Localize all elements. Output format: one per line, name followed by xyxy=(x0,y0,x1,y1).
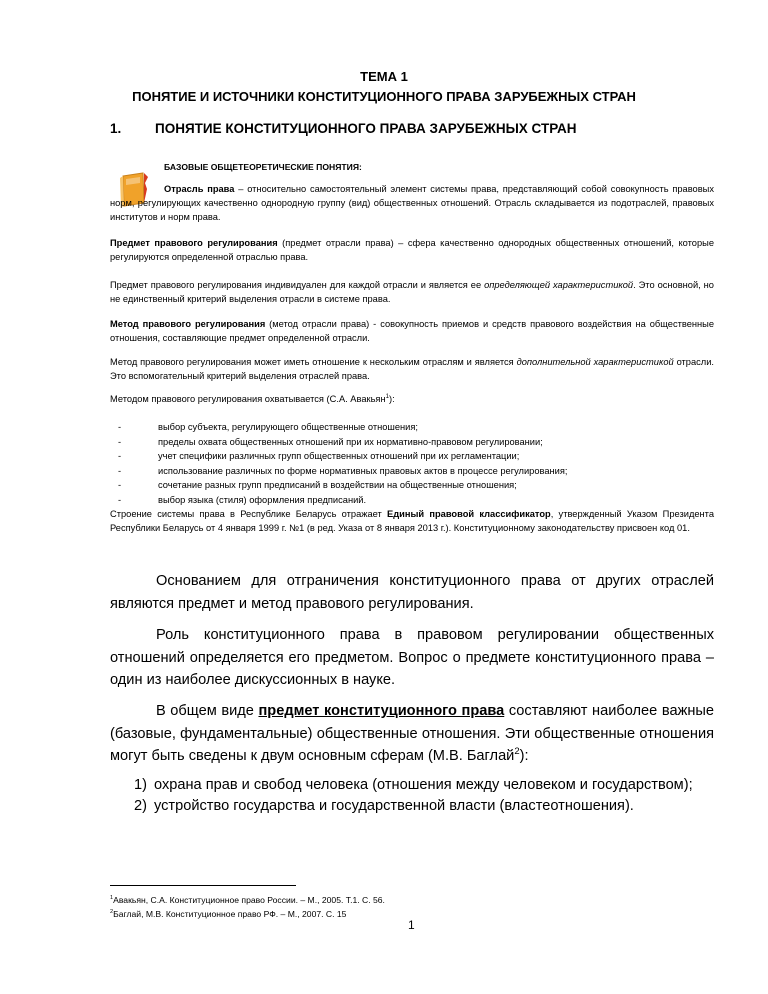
dash-bullet: - xyxy=(118,422,122,432)
method-note xyxy=(110,355,714,383)
list-item-text: выбор языка (стиля) оформления предписаний. xyxy=(158,494,367,505)
footnote-mark: 2 xyxy=(110,909,114,916)
branch-definition xyxy=(110,182,714,224)
method-definition xyxy=(110,317,714,345)
method-list xyxy=(118,420,708,508)
body-paragraph-2: Роль конституционного права в правовом регулировании общественных отношений определяется его предметом. Вопрос о предмете конституционного права – один из наиболее дискуссионных в науке. xyxy=(110,627,714,688)
dash-bullet: - xyxy=(118,451,122,462)
list-item-text: учет специфики различных групп общественных отношений при их регламентации; xyxy=(158,451,520,462)
list-item xyxy=(134,798,724,819)
method-note-italic: дополнительной характеристикой xyxy=(516,357,674,367)
body-paragraph-3-text: В общем виде xyxy=(156,703,259,719)
method-list-intro-text: Методом правового регулирования охватывается (С.А. Авакьян xyxy=(110,394,386,404)
dash-bullet: - xyxy=(118,436,122,447)
footnotes xyxy=(110,893,385,921)
branch-term: Отрасль права xyxy=(164,184,235,194)
list-item-text: пределы охвата общественных отношений при их нормативно-правовом регулировании; xyxy=(158,436,543,447)
method-list-intro-end: ): xyxy=(388,394,395,404)
subject-note-italic: определяющей характеристикой xyxy=(484,280,634,290)
list-number: 2) xyxy=(134,797,147,814)
list-item-text: устройство государства и государственной власти (властеотношения). xyxy=(154,797,634,814)
list-item xyxy=(118,478,708,493)
method-note-text: Метод правового регулирования может иметь отношение к нескольким отраслям и является xyxy=(110,357,517,367)
dash-bullet: - xyxy=(118,465,122,476)
subject-note xyxy=(110,278,714,306)
body-paragraph-3 xyxy=(110,700,714,768)
list-item-text: использование различных по форме нормативных правовых актов в процессе регулирования; xyxy=(158,465,568,476)
list-item-text: сочетание разных групп предписаний в воздействии на общественные отношения; xyxy=(158,480,517,491)
body-paragraph-3-text-mid: составляют наиболее важные (базовые, фундаментальные) общественные отношения. Эти общественные отношения могут быть сведены к двум основным сферам (М.В. Баглай xyxy=(110,703,714,764)
branch-text: – относительно самостоятельный элемент системы права, представляющий собой совокупность правовых норм, регулирующих качественно однородную группу (вид) общественных отношений. Отрасль складывается из подотраслей, правовых институтов и норм права. xyxy=(110,184,714,222)
subject-text: (предмет отрасли права) – сфера качественно однородных общественных отношений, которые регулируются определенной отраслью права. xyxy=(110,238,714,262)
page-number: 1 xyxy=(408,918,415,932)
section-title: ПОНЯТИЕ КОНСТИТУЦИОННОГО ПРАВА ЗАРУБЕЖНЫХ СТРАН xyxy=(155,121,577,136)
list-item-text: охрана прав и свобод человека (отношения между человеком и государством); xyxy=(154,777,693,793)
method-note-text-end: отрасли. Это вспомогательный критерий выделения отраслей права. xyxy=(110,357,714,381)
footnote-mark: 1 xyxy=(110,895,114,902)
body-paragraph-1: Основанием для отграничения конституционного права от других отраслей являются предмет и метод правового регулирования. xyxy=(110,573,714,612)
subject-term: Предмет правового регулирования xyxy=(110,238,278,248)
footnote-text: Авакьян, С.А. Конституционное право России. – М., 2005. Т.1. С. 56. xyxy=(113,895,385,905)
basic-concepts-heading: БАЗОВЫЕ ОБЩЕТЕОРЕТИЧЕСКИЕ ПОНЯТИЯ: xyxy=(164,162,362,172)
method-term: Метод правового регулирования xyxy=(110,319,266,329)
list-item xyxy=(118,464,708,479)
body-paragraph-3-end: ): xyxy=(519,748,529,764)
footnote-2 xyxy=(110,907,385,921)
footnote-1 xyxy=(110,893,385,907)
subject-note-text: Предмет правового регулирования индивидуален для каждой отрасли и является ее xyxy=(110,280,485,290)
list-item xyxy=(118,420,708,435)
topic-label: ТЕМА 1 xyxy=(360,69,408,84)
dash-bullet: - xyxy=(118,494,122,505)
footnote-ref-2[interactable]: 2 xyxy=(514,746,520,758)
method-text: (метод отрасли права) - совокупность приемов и средств правового воздействия на общественные отношения, составляющие предмет определенной отрасли. xyxy=(110,319,714,343)
list-item xyxy=(118,449,708,464)
classifier-paragraph xyxy=(110,507,714,535)
list-item xyxy=(134,777,724,798)
list-item-text: выбор субъекта, регулирующего общественные отношения; xyxy=(158,422,418,432)
footnote-separator xyxy=(110,885,296,886)
list-number: 1) xyxy=(134,777,147,793)
subject-note-text-end: . Это основной, но не единственный критерий выделения отрасли в системе права. xyxy=(110,280,714,304)
section-number: 1. xyxy=(110,121,122,136)
classifier-text-end: , утвержденный Указом Президента Республики Беларусь от 4 января 1999 г. №1 (в ред. Указа от 8 января 2013 г.). Конституционному законодательству присвоен код 01. xyxy=(110,509,714,533)
dash-bullet: - xyxy=(118,480,122,491)
subject-definition xyxy=(110,236,714,264)
spheres-list xyxy=(134,777,724,818)
list-item xyxy=(118,493,708,508)
method-list-intro xyxy=(110,392,395,406)
footnote-ref-1[interactable]: 1 xyxy=(385,393,389,400)
classifier-bold: Единый правовой классификатор xyxy=(387,509,551,519)
subject-of-constitutional-law: предмет конституционного права xyxy=(258,703,505,719)
list-item xyxy=(118,435,708,450)
classifier-text: Строение системы права в Республике Беларусь отражает xyxy=(110,509,388,519)
footnote-text: Баглай, М.В. Конституционное право РФ. – М., 2007. С. 15 xyxy=(113,909,347,919)
topic-title: ПОНЯТИЕ И ИСТОЧНИКИ КОНСТИТУЦИОННОГО ПРАВА ЗАРУБЕЖНЫХ СТРАН xyxy=(132,89,636,104)
